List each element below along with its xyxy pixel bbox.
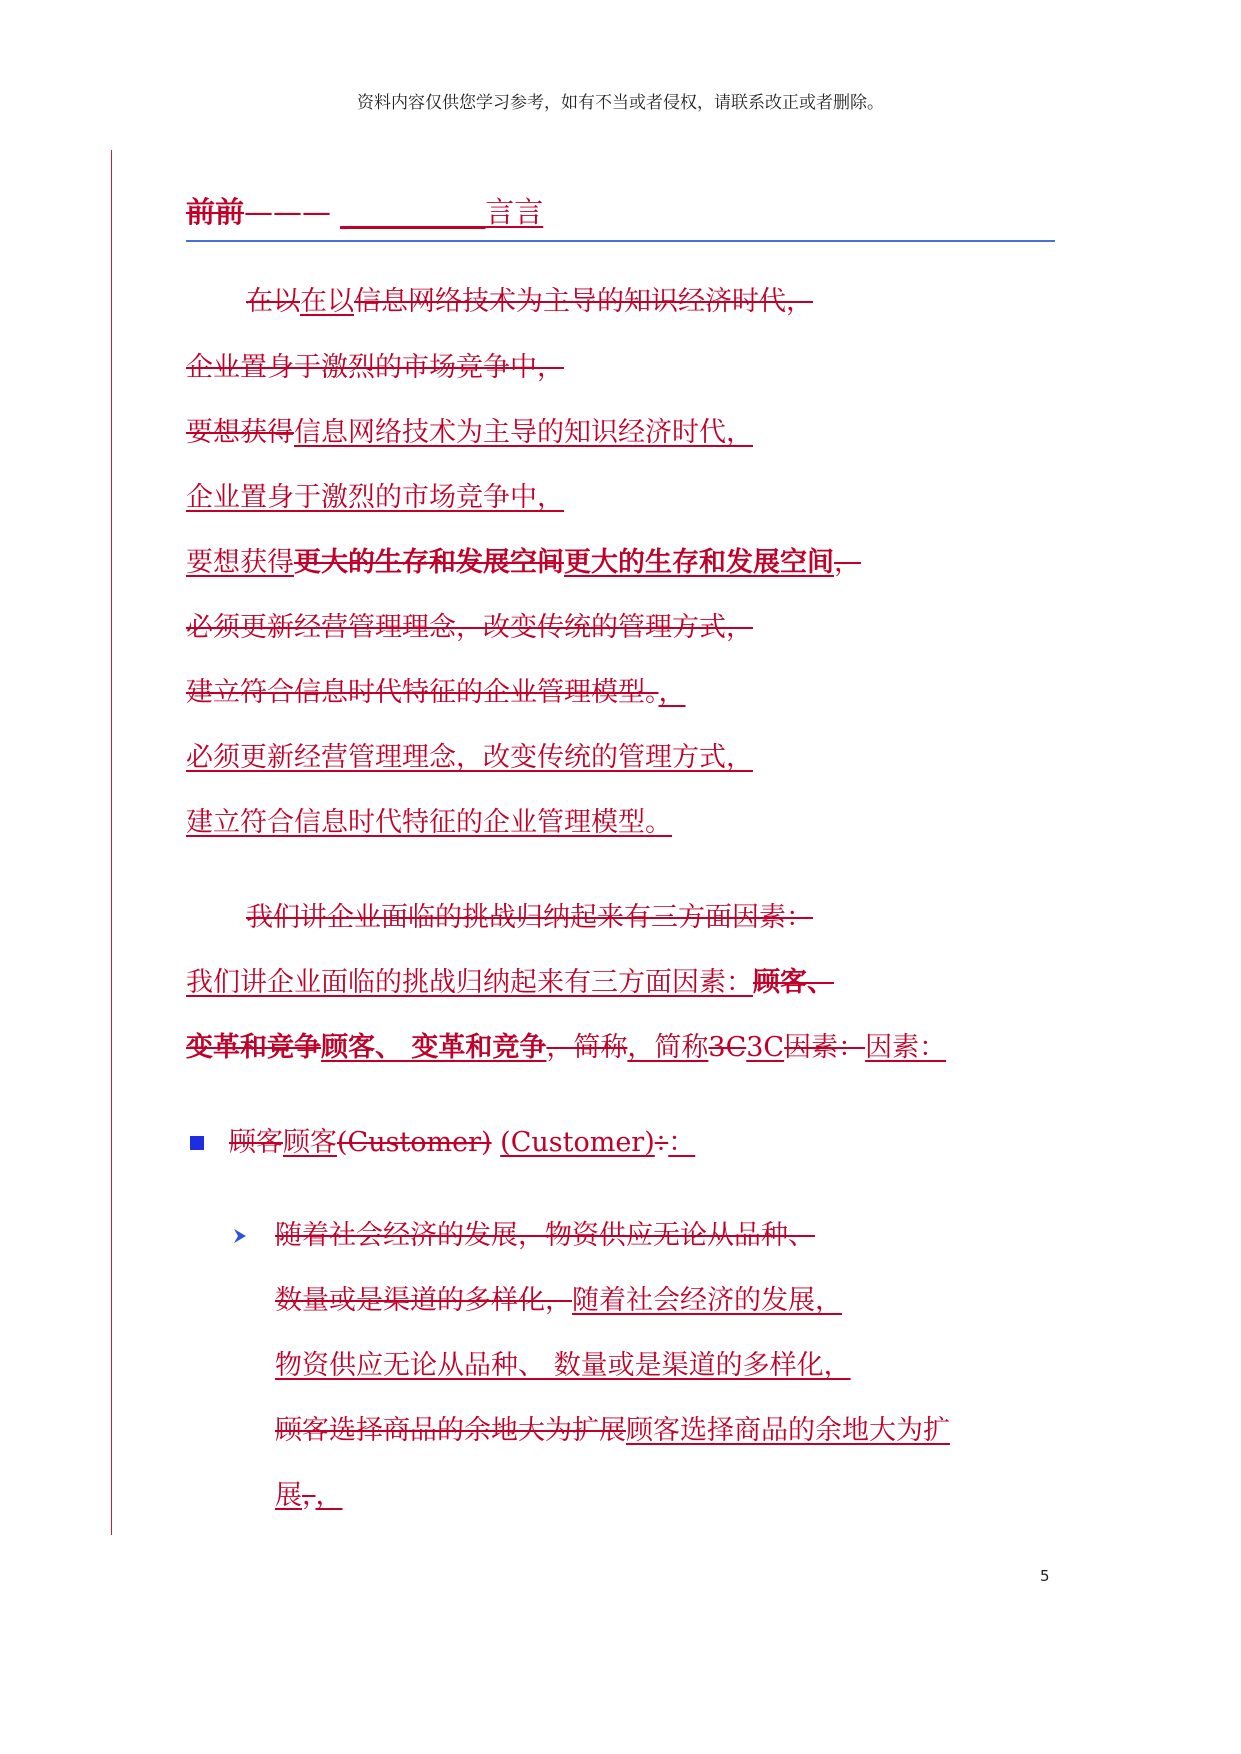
title-inserted: 言言	[485, 195, 544, 229]
inserted-text: ：	[668, 1127, 696, 1158]
title-blank: __________	[340, 195, 486, 229]
p1-line-2	[186, 351, 564, 385]
inserted-text: 顾客、 变革和竞争	[321, 1032, 547, 1063]
arrow-bullet-icon	[232, 1228, 248, 1244]
sub-line-5	[275, 1479, 343, 1513]
square-bullet-icon	[190, 1136, 204, 1150]
p1-line-5	[186, 546, 861, 580]
deleted-text: 变革和竞争	[186, 1032, 321, 1063]
deleted-text: 在以	[246, 286, 300, 317]
inserted-text: (Customer)	[500, 1127, 655, 1158]
deleted-text: 必须更新经营管理理念，改变传统的管理方式，	[186, 612, 753, 643]
deleted-text: 我们讲企业面临的挑战归纳起来有三方面因素：	[246, 902, 813, 933]
inserted-text: 必须更新经营管理理念，改变传统的管理方式，	[186, 742, 753, 773]
inserted-text: 信息网络技术为主导的知识经济时代，	[294, 417, 753, 448]
deleted-text: 顾客选择商品的余地大为扩展	[275, 1415, 626, 1446]
deleted-text: 因素：	[784, 1032, 866, 1063]
deleted-text: 更大的生存和发展空间	[294, 547, 564, 578]
deleted-text: ，	[834, 547, 861, 578]
inserted-text: 在以	[300, 286, 354, 317]
inserted-text: 展	[275, 1480, 302, 1511]
inserted-text: 因素：	[865, 1032, 947, 1063]
inserted-text: 要想获得	[186, 547, 294, 578]
inserted-text: ，简称	[627, 1032, 709, 1063]
deleted-text: 顾客	[229, 1127, 283, 1158]
p1-line-3	[186, 416, 753, 450]
inserted-text: 顾客选择商品的余地大为扩	[626, 1415, 950, 1446]
p1-line-1	[246, 285, 813, 319]
title-deleted: 前前	[186, 195, 245, 229]
inserted-text: ，	[315, 1480, 343, 1511]
sub-line-1	[275, 1219, 815, 1253]
inserted-text: 更大的生存和发展空间	[564, 547, 834, 578]
deleted-text: 建立符合信息时代特征的企业管理模型。	[186, 677, 659, 708]
p2-line-3	[186, 1031, 946, 1065]
page-number: 5	[1040, 1567, 1050, 1585]
page-title	[186, 190, 543, 231]
deleted-text: (Customer)	[337, 1127, 492, 1158]
deleted-text: ，简称	[546, 1032, 628, 1063]
p1-line-7	[186, 676, 686, 710]
revision-change-bar	[111, 150, 112, 1535]
p1-line-6	[186, 611, 753, 645]
sub-line-4	[275, 1414, 950, 1448]
bullet-customer	[229, 1126, 695, 1160]
p2-line-2	[186, 966, 834, 1000]
deleted-text: 信息网络技术为主导的知识经济时代，	[354, 286, 813, 317]
inserted-text: ，	[658, 677, 686, 708]
deleted-text: 企业置身于激烈的市场竞争中，	[186, 352, 564, 383]
inserted-text: 顾客	[283, 1127, 337, 1158]
deleted-text: 随着社会经济的发展，物资供应无论从品种、	[275, 1220, 815, 1251]
p1-line-8	[186, 741, 753, 775]
deleted-text: 3C	[708, 1032, 747, 1063]
title-rule	[186, 240, 1055, 242]
p1-line-4	[186, 481, 564, 515]
deleted-text: 顾客、	[753, 967, 834, 998]
inserted-text: 企业置身于激烈的市场竞争中，	[186, 482, 564, 513]
inserted-text: 3C	[746, 1032, 785, 1063]
inserted-text: 物资供应无论从品种、 数量或是渠道的多样化，	[275, 1350, 851, 1381]
inserted-text: 我们讲企业面临的挑战归纳起来有三方面因素：	[186, 967, 753, 998]
p2-line-1	[246, 901, 813, 935]
inserted-text: 随着社会经济的发展，	[572, 1285, 842, 1316]
header-disclaimer: 资料内容仅供您学习参考，如有不当或者侵权，请联系改正或者删除。	[357, 93, 884, 113]
deleted-text: 要想获得	[186, 417, 294, 448]
title-dash: ———	[244, 195, 332, 229]
deleted-text: ，	[302, 1480, 316, 1511]
deleted-text: 数量或是渠道的多样化，	[275, 1285, 572, 1316]
sub-line-3	[275, 1349, 851, 1383]
deleted-text: ：	[654, 1127, 669, 1158]
p1-line-9	[186, 806, 672, 840]
inserted-text: 建立符合信息时代特征的企业管理模型。	[186, 807, 672, 838]
sub-line-2	[275, 1284, 842, 1318]
